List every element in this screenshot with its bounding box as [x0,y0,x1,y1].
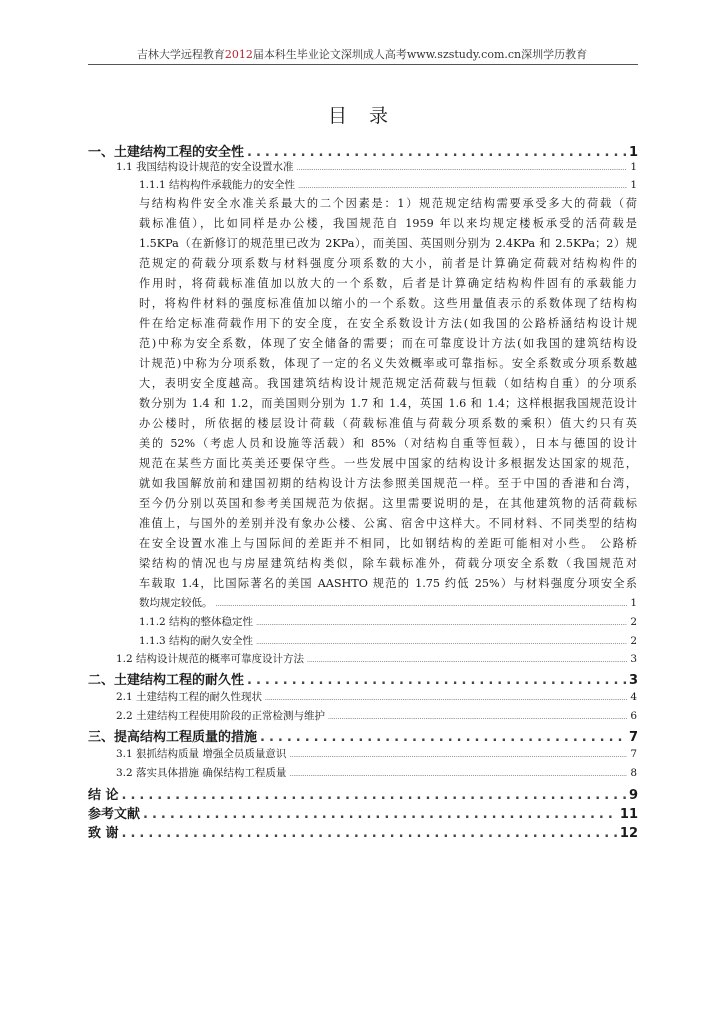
toc-paragraph-line: 1.5KPa（在新修订的规范里已改为 2KPa），而美国、英国则分别为 2.4KPa 和 2.5KPa；2）规 [139,237,637,250]
toc-leader [307,657,627,664]
toc-entry-page: 1 [630,161,637,173]
toc-entry-1-1-3[interactable] [139,633,637,648]
toc-entry-page: 12 [619,826,638,841]
toc-leader [260,730,626,745]
toc-entry-section-2[interactable] [88,669,638,688]
toc-paragraph-line: 计规范)中称为分项系数，体现了一定的名义失效概率或可靠指标。安全系数或分项系数越 [139,357,637,370]
toc-leader [298,183,627,190]
toc-paragraph-line: 就如我国解放前和建国初期的结构设计方法参照美国规范一样。至于中国的香港和台湾， [139,477,637,490]
toc-entry-page: 2 [630,635,637,647]
toc-entry-label: 一、土建结构工程的安全性 [88,145,245,160]
toc-leader [328,714,627,721]
toc-entry-label: 结 论 [88,788,119,803]
toc-leader [122,826,617,841]
toc-leader [247,145,626,160]
toc-entry-1-1-2[interactable] [139,614,637,629]
toc-entry-1-2[interactable] [116,651,637,666]
toc-entry-label: 数均规定较低。 [139,597,213,609]
toc-entry-references[interactable] [88,803,638,822]
toc-leader [265,695,627,702]
toc-leader [289,752,627,759]
toc-paragraph-line: 梁结构的情况也与房屋建筑结构类似，除车载标准外，荷载分项安全系数（我国规范对 [139,557,637,570]
header-suffix: 届本科生毕业论文深圳成人高考www.szstudy.com.cn深圳学历教育 [252,48,588,61]
toc-leader [216,601,628,608]
toc-entry-page: 11 [619,807,638,822]
toc-paragraph-line: 件在给定标准荷载作用下的安全度，在安全系数设计方法(如我国的公路桥涵结构设计规 [139,317,637,330]
header-prefix: 吉林大学远程教育 [136,48,225,61]
toc-entry-page: 7 [628,730,638,745]
toc-entry-label: 三、提高结构工程质量的措施 [88,730,258,745]
toc-entry-page: 1 [630,597,637,609]
toc-leader [297,165,628,172]
toc-entry-page: 2 [630,616,637,628]
toc-entry-label: 3.2 落实具体措施 确保结构工程质量 [116,767,287,779]
toc-leader [289,771,627,778]
toc-entry-page: 9 [628,788,638,803]
toc-paragraph-line: 至今仍分别以英国和参考美国规范为依据。这里需要说明的是，在其他建筑物的活荷载标 [139,497,637,510]
toc-entry-label: 1.2 结构设计规范的概率可靠度设计方法 [116,653,305,665]
toc-entry-label: 2.1 土建结构工程的耐久性现状 [116,691,263,703]
toc-entry-label: 1.1.3 结构的耐久安全性 [139,635,254,647]
toc-leader [256,639,627,646]
toc-entry-2-2[interactable] [116,708,637,723]
toc-paragraph-line: 规范在某些方面比英美还要保守些。一些发展中国家的结构设计多根据发达国家的规范， [139,457,637,470]
toc-entry-label: 1.1.2 结构的整体稳定性 [139,616,254,628]
toc-entry-label: 1.1 我国结构设计规范的安全设置水准 [116,161,294,173]
toc-paragraph-line: 时，将构件材料的强度标准值加以缩小的一个系数。这些用量值表示的系数体现了结构构 [139,297,637,310]
toc-paragraph-line: 作用时，将荷载标准值加以放大的一个系数，后者是计算确定结构构件固有的承载能力 [139,277,637,290]
toc-entry-label: 致 谢 [88,826,119,841]
toc-leader [256,620,627,627]
toc-entry-section-1[interactable] [88,141,638,160]
toc-entry-2-1[interactable] [116,689,637,704]
toc-paragraph-line: 准值上，与国外的差别并没有象办公楼、公寓、宿舍中这样大。不同材料、不同类型的结构 [139,517,637,530]
toc-entry-page: 1 [630,179,637,191]
toc-entry-1-1[interactable] [116,159,637,174]
toc-entry-page: 6 [630,710,637,722]
toc-paragraph-line: 办公楼时，所依据的楼层设计荷载（荷载标准值与荷载分项系数的乘积）值大约只有英 [139,417,637,430]
toc-entry-label: 2.2 土建结构工程使用阶段的正常检测与维护 [116,710,326,722]
toc-entry-label: 二、土建结构工程的耐久性 [88,673,245,688]
toc-entry-page: 3 [628,673,638,688]
toc-leader [247,673,626,688]
toc-entry-page: 1 [628,145,638,160]
toc-entry-page: 8 [630,767,637,779]
toc-paragraph-line: 与结构构件安全水准关系最大的二个因素是：1）规范规定结构需要承受多大的荷载（荷 [139,197,637,210]
toc-entry-label: 参考文献 [88,807,141,822]
toc-entry-conclusion[interactable] [88,784,638,803]
toc-paragraph-line: 数分别为 1.4 和 1.2，而美国则分别为 1.7 和 1.4，英国 1.6 和 1.4；这样根据我国规范设计 [139,397,637,410]
toc-leader [143,807,617,822]
toc-entry-1-1-1[interactable] [139,177,637,192]
toc-leader [122,788,626,803]
toc-paragraph-line: 大，表明安全度越高。我国建筑结构设计规范规定活荷载与恒载（如结构自重）的分项系 [139,377,637,390]
toc-entry-page: 7 [630,748,637,760]
toc-paragraph-line: 范规定的荷载分项系数与材料强度分项系数的大小，前者是计算确定荷载对结构构件的 [139,257,637,270]
toc-entry-label: 1.1.1 结构构件承载能力的安全性 [139,179,296,191]
toc-entry-3-1[interactable] [116,746,637,761]
toc-paragraph-line: 车载取 1.4，比国际著名的美国 AASHTO 规范的 1.75 约低 25%）与材料强度分项安全系 [139,577,637,590]
toc-entry-label: 3.1 狠抓结构质量 增强全员质量意识 [116,748,287,760]
toc-entry-section-3[interactable] [88,726,638,745]
toc-entry-3-2[interactable] [116,765,637,780]
toc-entry-page: 3 [630,653,637,665]
toc-paragraph-line: 范)中称为安全系数，体现了安全储备的需要；而在可靠度设计方法(如我国的建筑结构设 [139,337,637,350]
toc-entry-page: 4 [630,691,637,703]
toc-paragraph-line: 载标准值），比如同样是办公楼，我国规范自 1959 年以来均规定楼板承受的活荷载是 [139,217,637,230]
toc-paragraph-line: 美的 52%（考虑人员和设施等活载）和 85%（对结构自重等恒载），日本与德国的设计 [139,437,637,450]
toc-entry-acknowledgement[interactable] [88,822,638,841]
toc-entry-paragraph-end[interactable] [139,595,637,610]
toc-paragraph-line: 在安全设置水准上与国际间的差距并不相同，比如钢结构的差距可能相对小些。 公路桥 [139,537,637,550]
header-year: 2012 [224,48,253,61]
page-title: 目 录 [327,105,397,127]
